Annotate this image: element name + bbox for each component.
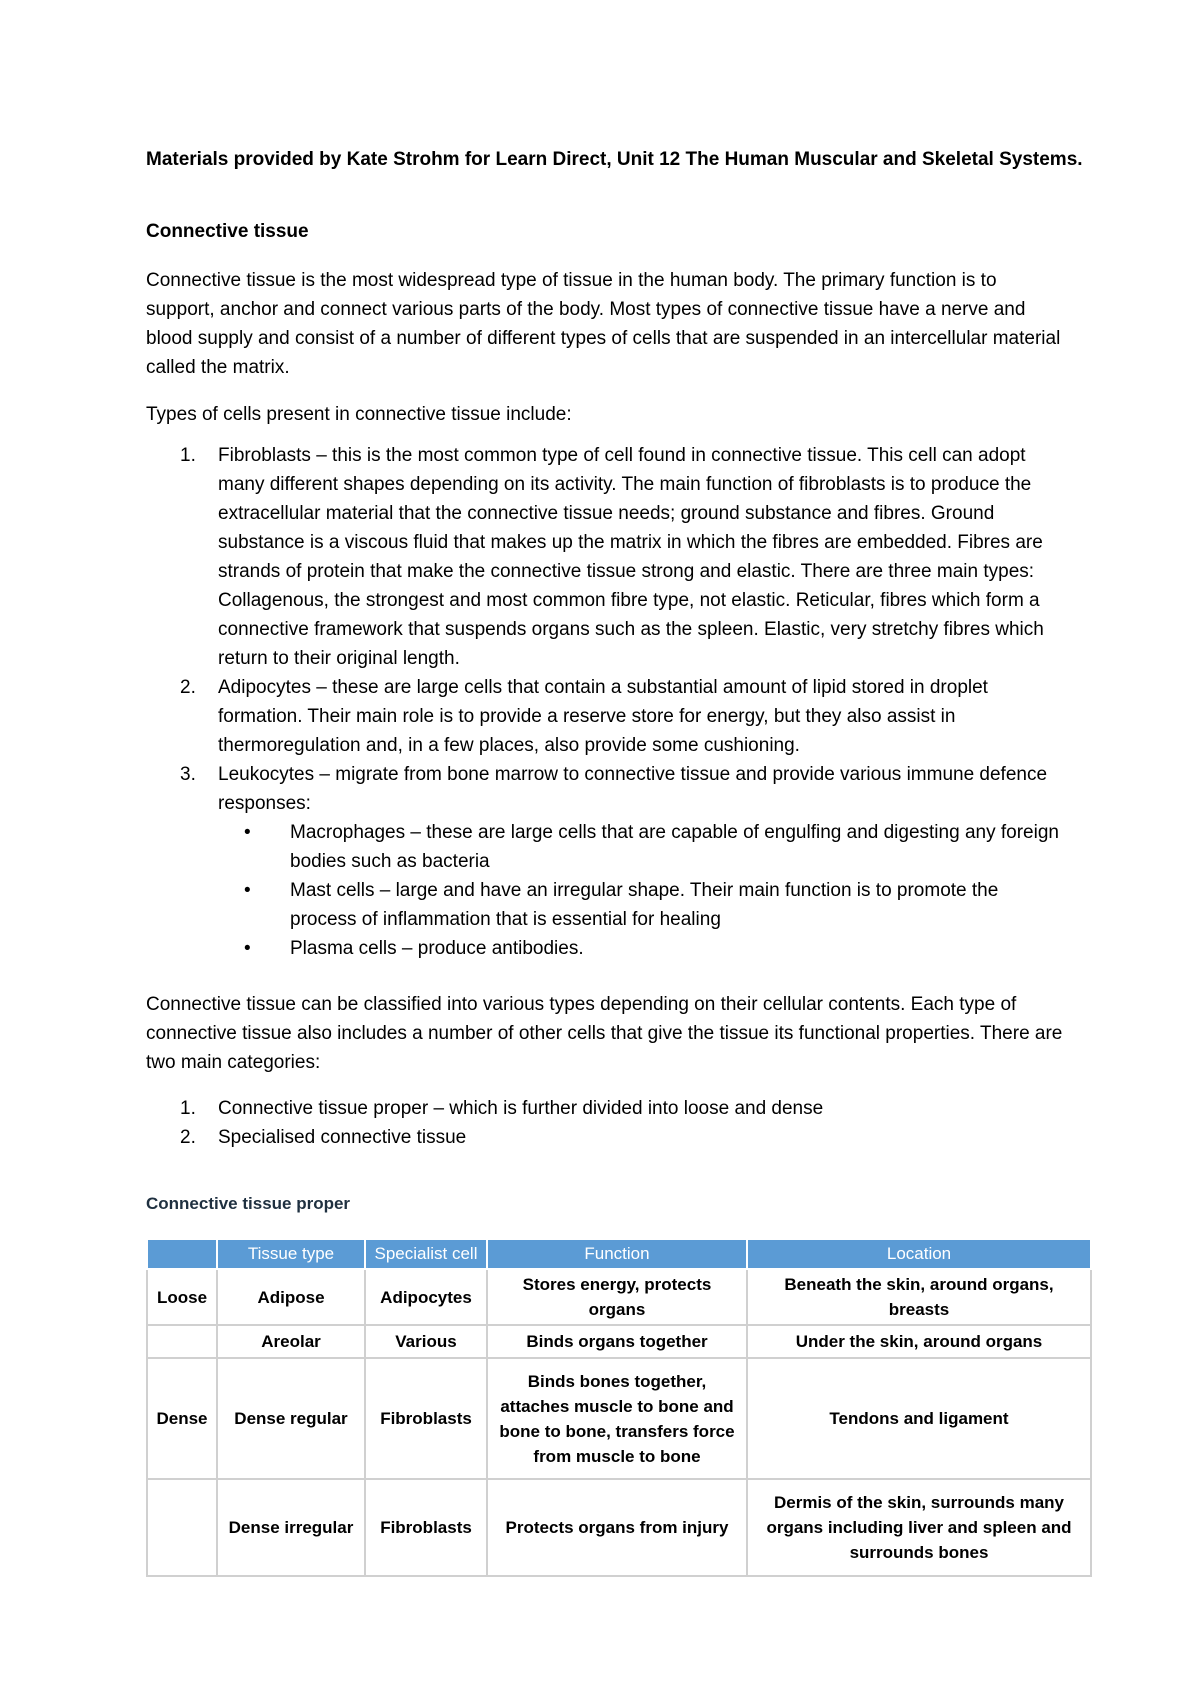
list-number: 3. <box>180 764 196 785</box>
table-cell: Tendons and ligament <box>747 1358 1091 1479</box>
table-cell: Stores energy, protects organs <box>487 1269 747 1325</box>
table-row <box>147 1479 1091 1576</box>
table-header-cell: Location <box>747 1239 1091 1269</box>
list-number: 1. <box>180 445 196 466</box>
list-item-text: Connective tissue proper – which is further divided into loose and dense <box>218 1098 824 1119</box>
table-row <box>147 1358 1091 1479</box>
list-item-text: Fibroblasts – this is the most common type of cell found in connective tissue. This cell can adopt many different shapes depending on its activity. The main function of fibroblasts is to produce the extracellular material that the connective tissue needs; ground substance and fibres. Ground substance is a viscous fluid that makes up the matrix in which the fibres are embedded. Fibres are strands of protein that make the connective tissue strong and elastic. There are three main types: Collagenous, the strongest and most common fibre type, not elastic. Reticular, fibres which form a connective framework that suspends organs such as the spleen. Elastic, very stretchy fibres which return to their original length. <box>218 445 1044 669</box>
table-cell: Dense irregular <box>217 1479 365 1576</box>
bullet-icon: • <box>244 880 251 901</box>
leukocyte-sublist <box>218 818 1066 963</box>
table-cell: Under the skin, around organs <box>747 1325 1091 1358</box>
bullet-icon: • <box>244 822 251 843</box>
table-cell: Dense regular <box>217 1358 365 1479</box>
cell-types-intro: Types of cells present in connective tissue include: <box>146 404 572 425</box>
table-header-cell: Specialist cell <box>365 1239 487 1269</box>
table-cell: Adipocytes <box>365 1269 487 1325</box>
sublist-item-text: Plasma cells – produce antibodies. <box>290 938 584 959</box>
sublist-item <box>218 818 1066 876</box>
classification-paragraph: Connective tissue can be classified into various types depending on their cellular contents. Each type of connective tissue also includes a number of other cells that give the tissue its functional properties. There are two main categories: <box>146 994 1063 1073</box>
list-item-text: Leukocytes – migrate from bone marrow to connective tissue and provide various immune defence responses: <box>218 764 1048 814</box>
table-header-cell: Tissue type <box>217 1239 365 1269</box>
list-item-text: Specialised connective tissue <box>218 1127 467 1148</box>
list-item <box>146 441 1066 673</box>
document-heading: Materials provided by Kate Strohm for Learn Direct, Unit 12 The Human Muscular and Skeletal Systems. <box>146 149 1083 170</box>
cell-types-list <box>146 441 1066 963</box>
list-item <box>146 673 1066 760</box>
categories-list <box>146 1094 1066 1152</box>
table-cell: Fibroblasts <box>365 1358 487 1479</box>
list-item <box>146 1094 1066 1123</box>
table-cell <box>147 1325 217 1358</box>
sublist-item-text: Mast cells – large and have an irregular shape. Their main function is to promote the process of inflammation that is essential for healing <box>290 880 999 930</box>
sublist-item <box>218 876 1066 934</box>
table-cell: Dermis of the skin, surrounds many organs including liver and spleen and surrounds bones <box>747 1479 1091 1576</box>
table-header-cell: Function <box>487 1239 747 1269</box>
section-title-connective-tissue-proper: Connective tissue proper <box>146 1194 351 1213</box>
table-header-cell <box>147 1239 217 1269</box>
table-cell: Adipose <box>217 1269 365 1325</box>
table-cell: Fibroblasts <box>365 1479 487 1576</box>
intro-paragraph: Connective tissue is the most widespread type of tissue in the human body. The primary function is to support, anchor and connect various parts of the body. Most types of connective tissue have a nerve and blood supply and consist of a number of different types of cells that are suspended in an intercellular material called the matrix. <box>146 270 1061 378</box>
table-cell: Beneath the skin, around organs, breasts <box>747 1269 1091 1325</box>
table-cell: Various <box>365 1325 487 1358</box>
list-item <box>146 760 1066 963</box>
table-cell: Binds bones together, attaches muscle to bone and bone to bone, transfers force from muscle to bone <box>487 1358 747 1479</box>
table-cell: Areolar <box>217 1325 365 1358</box>
table-cell: Dense <box>147 1358 217 1479</box>
list-number: 2. <box>180 1127 196 1148</box>
section-title-connective-tissue: Connective tissue <box>146 221 309 242</box>
list-number: 1. <box>180 1098 196 1119</box>
bullet-icon: • <box>244 938 251 959</box>
list-item-text: Adipocytes – these are large cells that contain a substantial amount of lipid stored in droplet formation. Their main role is to provide a reserve store for energy, but they also assist in thermoregulation and, in a few places, also provide some cushioning. <box>218 677 988 756</box>
tissue-table <box>146 1238 1092 1577</box>
table-cell: Protects organs from injury <box>487 1479 747 1576</box>
table-row <box>147 1269 1091 1325</box>
sublist-item <box>218 934 1066 963</box>
list-number: 2. <box>180 677 196 698</box>
table-header-row <box>147 1239 1091 1269</box>
list-item <box>146 1123 1066 1152</box>
table-row <box>147 1325 1091 1358</box>
table-cell <box>147 1479 217 1576</box>
table-cell: Loose <box>147 1269 217 1325</box>
sublist-item-text: Macrophages – these are large cells that are capable of engulfing and digesting any foreign bodies such as bacteria <box>290 822 1059 872</box>
table-cell: Binds organs together <box>487 1325 747 1358</box>
